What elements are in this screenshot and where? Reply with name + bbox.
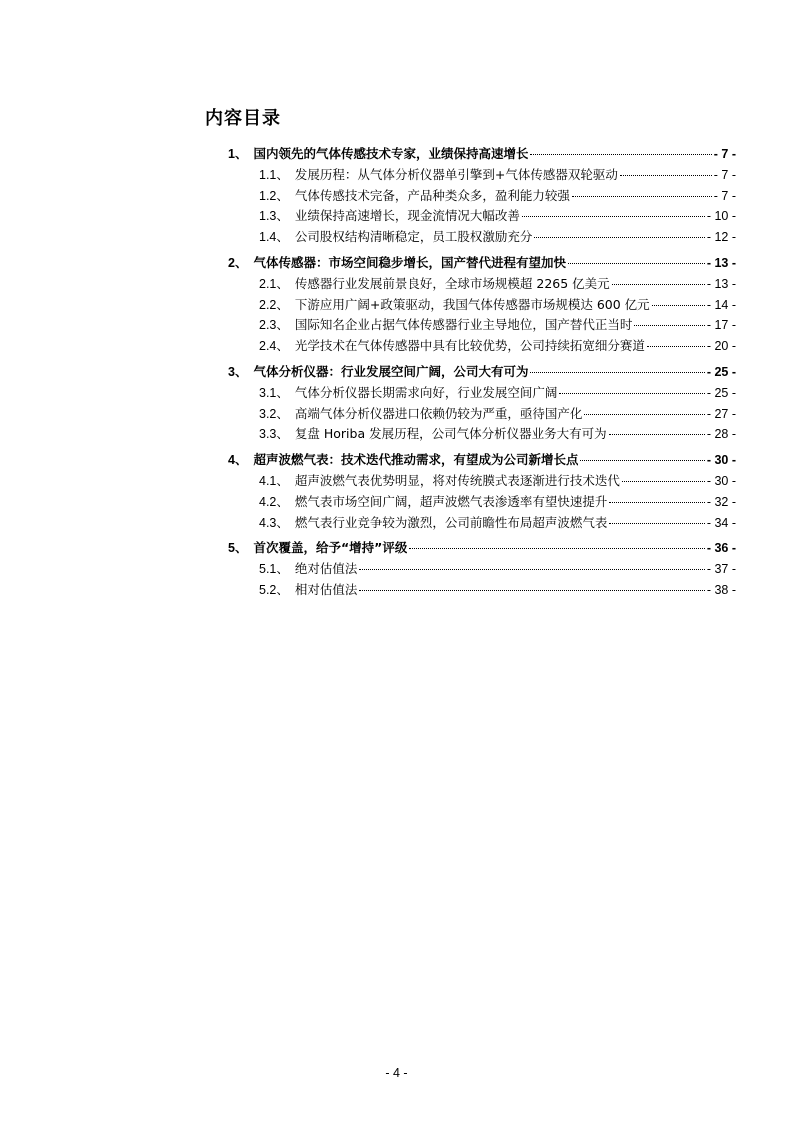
toc-entry-title: 相对估值法 bbox=[294, 581, 358, 597]
toc-subsection-entry[interactable] bbox=[228, 274, 736, 295]
toc-entry-page: - 13 - bbox=[706, 255, 736, 270]
toc-subsection-entry[interactable] bbox=[228, 295, 736, 316]
toc-dot-leader bbox=[584, 414, 704, 415]
toc-subsection-entry[interactable] bbox=[228, 315, 736, 336]
toc-entry-number: 2、 bbox=[228, 255, 248, 270]
toc-entry-title: 首次覆盖，给予“增持”评级 bbox=[253, 540, 408, 556]
toc-entry-title: 燃气表行业竞争较为激烈，公司前瞻性布局超声波燃气表 bbox=[294, 514, 608, 530]
toc-entry-title: 气体传感器：市场空间稳步增长，国产替代进程有望加快 bbox=[253, 254, 566, 270]
toc-dot-leader bbox=[572, 196, 712, 197]
toc-entry-number: 3.1、 bbox=[259, 385, 289, 400]
toc-entry-page: - 25 - bbox=[706, 364, 736, 379]
toc-entry-page: - 25 - bbox=[706, 385, 736, 400]
toc-entry-title: 超声波燃气表优势明显，将对传统膜式表逐渐进行技术迭代 bbox=[294, 472, 620, 488]
toc-dot-leader bbox=[409, 548, 704, 549]
toc-entry-number: 4.1、 bbox=[259, 473, 289, 488]
toc-subsection-entry[interactable] bbox=[228, 559, 736, 580]
toc-section-entry[interactable] bbox=[228, 253, 736, 274]
toc-subsection-entry[interactable] bbox=[228, 513, 736, 534]
toc-entry-number: 4.2、 bbox=[259, 494, 289, 509]
toc-entry-page: - 34 - bbox=[706, 515, 736, 530]
toc-dot-leader bbox=[652, 305, 705, 306]
toc-dot-leader bbox=[634, 325, 704, 326]
toc-entry-page: - 14 - bbox=[706, 297, 736, 312]
toc-entry-number: 5.1、 bbox=[259, 562, 289, 577]
toc-entry-number: 3.3、 bbox=[259, 427, 289, 442]
toc-subsection-entry[interactable] bbox=[228, 227, 736, 248]
toc-dot-leader bbox=[620, 175, 712, 176]
toc-entry-page: - 7 - bbox=[713, 188, 736, 203]
toc-entry-page: - 20 - bbox=[706, 339, 736, 354]
toc-entry-page: - 30 - bbox=[706, 453, 736, 468]
toc-entry-title: 国际知名企业占据气体传感器行业主导地位，国产替代正当时 bbox=[294, 317, 633, 333]
toc-entry-page: - 12 - bbox=[706, 230, 736, 245]
toc-entry-page: - 36 - bbox=[706, 541, 736, 556]
toc-entry-title: 超声波燃气表：技术迭代推动需求，有望成为公司新增长点 bbox=[253, 452, 579, 468]
table-of-contents bbox=[228, 144, 736, 601]
toc-entry-page: - 38 - bbox=[706, 582, 736, 597]
toc-entry-page: - 30 - bbox=[706, 473, 736, 488]
toc-dot-leader bbox=[559, 393, 704, 394]
toc-entry-number: 5.2、 bbox=[259, 582, 289, 597]
toc-entry-number: 1.2、 bbox=[259, 188, 289, 203]
toc-entry-number: 3、 bbox=[228, 364, 248, 379]
toc-entry-page: - 17 - bbox=[706, 318, 736, 333]
toc-subsection-entry[interactable] bbox=[228, 404, 736, 425]
toc-entry-page: - 13 - bbox=[706, 276, 736, 291]
toc-entry-page: - 28 - bbox=[706, 427, 736, 442]
toc-entry-number: 2.4、 bbox=[259, 339, 289, 354]
toc-section-entry[interactable] bbox=[228, 144, 736, 165]
toc-dot-leader bbox=[580, 460, 704, 461]
toc-dot-leader bbox=[534, 237, 704, 238]
toc-entry-title: 绝对估值法 bbox=[294, 561, 358, 577]
toc-dot-leader bbox=[530, 154, 711, 155]
toc-entry-number: 4、 bbox=[228, 453, 248, 468]
toc-entry-number: 1.1、 bbox=[259, 167, 289, 182]
toc-entry-number: 1.4、 bbox=[259, 230, 289, 245]
toc-entry-number: 3.2、 bbox=[259, 406, 289, 421]
toc-entry-title: 公司股权结构清晰稳定，员工股权激励充分 bbox=[294, 229, 533, 245]
toc-subsection-entry[interactable] bbox=[228, 383, 736, 404]
toc-entry-page: - 7 - bbox=[713, 147, 736, 161]
toc-section-entry[interactable] bbox=[228, 450, 736, 471]
toc-entry-title: 气体分析仪器：行业发展空间广阔，公司大有可为 bbox=[253, 363, 529, 379]
toc-entry-page: - 10 - bbox=[706, 209, 736, 224]
toc-entry-number: 2.2、 bbox=[259, 297, 289, 312]
toc-entry-title: 国内领先的气体传感技术专家，业绩保持高速增长 bbox=[253, 146, 529, 161]
toc-section-entry[interactable] bbox=[228, 362, 736, 383]
toc-section-entry[interactable] bbox=[228, 538, 736, 559]
toc-dot-leader bbox=[609, 523, 704, 524]
toc-entry-page: - 32 - bbox=[706, 494, 736, 509]
toc-subsection-entry[interactable] bbox=[228, 580, 736, 601]
toc-dot-leader bbox=[359, 569, 704, 570]
toc-subsection-entry[interactable] bbox=[228, 336, 736, 357]
toc-entry-title: 复盘 Horiba 发展历程，公司气体分析仪器业务大有可为 bbox=[294, 426, 607, 442]
toc-entry-number: 5、 bbox=[228, 541, 248, 556]
toc-entry-title: 业绩保持高速增长，现金流情况大幅改善 bbox=[294, 208, 520, 224]
toc-entry-number: 4.3、 bbox=[259, 515, 289, 530]
toc-dot-leader bbox=[622, 481, 705, 482]
page-number: - 4 - bbox=[385, 1066, 408, 1080]
toc-entry-title: 燃气表市场空间广阔，超声波燃气表渗透率有望快速提升 bbox=[294, 493, 608, 509]
toc-entry-page: - 27 - bbox=[706, 406, 736, 421]
toc-entry-page: - 7 - bbox=[713, 167, 736, 182]
toc-entry-title: 高端气体分析仪器进口依赖仍较为严重，亟待国产化 bbox=[294, 405, 583, 421]
toc-entry-number: 1、 bbox=[228, 147, 248, 161]
toc-subsection-entry[interactable] bbox=[228, 471, 736, 492]
toc-dot-leader bbox=[359, 590, 704, 591]
toc-dot-leader bbox=[612, 284, 705, 285]
toc-entry-title: 气体分析仪器长期需求向好，行业发展空间广阔 bbox=[294, 384, 558, 400]
toc-entry-number: 2.3、 bbox=[259, 318, 289, 333]
toc-entry-title: 光学技术在气体传感器中具有比较优势，公司持续拓宽细分赛道 bbox=[294, 338, 645, 354]
toc-entry-title: 下游应用广阔+政策驱动，我国气体传感器市场规模达 600 亿元 bbox=[294, 296, 650, 312]
toc-entry-page: - 37 - bbox=[706, 562, 736, 577]
toc-dot-leader bbox=[609, 434, 705, 435]
toc-entry-title: 气体传感技术完备，产品种类众多，盈利能力较强 bbox=[294, 187, 570, 203]
toc-subsection-entry[interactable] bbox=[228, 424, 736, 445]
toc-subsection-entry[interactable] bbox=[228, 492, 736, 513]
toc-dot-leader bbox=[647, 346, 705, 347]
toc-entry-title: 传感器行业发展前景良好，全球市场规模超 2265 亿美元 bbox=[294, 275, 610, 291]
toc-dot-leader bbox=[609, 502, 704, 503]
toc-entry-number: 2.1、 bbox=[259, 276, 289, 291]
toc-entry-title: 发展历程：从气体分析仪器单引擎到+气体传感器双轮驱动 bbox=[294, 166, 618, 182]
toc-dot-leader bbox=[568, 263, 705, 264]
toc-subsection-entry[interactable] bbox=[228, 165, 736, 186]
toc-dot-leader bbox=[530, 372, 704, 373]
toc-title: 内容目录 bbox=[205, 108, 281, 129]
toc-dot-leader bbox=[522, 216, 705, 217]
toc-entry-number: 1.3、 bbox=[259, 209, 289, 224]
toc-subsection-entry[interactable] bbox=[228, 206, 736, 227]
toc-subsection-entry[interactable] bbox=[228, 186, 736, 207]
